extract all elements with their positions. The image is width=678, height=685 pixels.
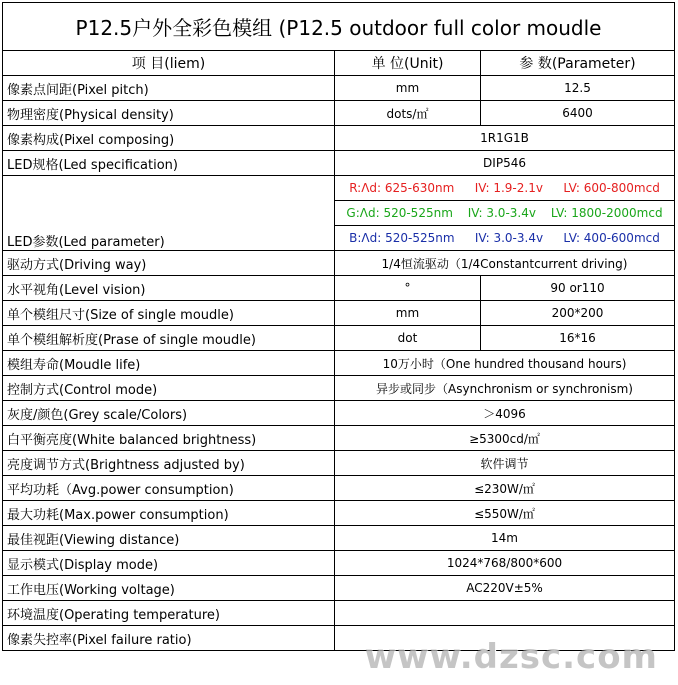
row-name: 平均功耗（Avg.power consumption)	[3, 476, 335, 501]
row-name: 显示模式(Display mode)	[3, 551, 335, 576]
led-blue-line	[335, 226, 675, 251]
row-value: 异步或同步（Asynchronism or synchronism)	[335, 376, 675, 401]
header-unit: 单 位(Unit)	[335, 51, 481, 76]
table-title: P12.5户外全彩色模组 (P12.5 outdoor full color moudle	[3, 3, 675, 51]
title-row	[3, 3, 675, 51]
row-name: 最大功耗(Max.power consumption)	[3, 501, 335, 526]
table-row	[3, 101, 675, 126]
row-value: 12.5	[481, 76, 675, 101]
row-name: 环境温度(Operating temperature)	[3, 601, 335, 626]
row-value	[335, 601, 675, 626]
row-value: ≤230W/㎡	[335, 476, 675, 501]
table-row	[3, 76, 675, 101]
led-green-wavelength: G:Λd: 520-525nm	[346, 206, 453, 220]
led-green-line	[335, 201, 675, 226]
table-row	[3, 151, 675, 176]
row-name: 像素失控率(Pixel failure ratio)	[3, 626, 335, 651]
table-row	[3, 601, 675, 626]
row-value: 90 or110	[481, 276, 675, 301]
led-red-voltage: IV: 1.9-2.1v	[474, 181, 543, 195]
row-value: ＞4096	[335, 401, 675, 426]
table-row	[3, 526, 675, 551]
led-param-label: LED参数(Led parameter)	[3, 176, 335, 251]
led-red-luminance: LV: 600-800mcd	[563, 181, 660, 195]
row-value: 6400	[481, 101, 675, 126]
table-row	[3, 351, 675, 376]
led-row-red	[3, 176, 675, 201]
table-row	[3, 476, 675, 501]
row-value: 200*200	[481, 301, 675, 326]
led-blue-luminance: LV: 400-600mcd	[563, 231, 660, 245]
row-value: ≤550W/㎡	[335, 501, 675, 526]
row-name: 单个模组解析度(Prase of single moudle)	[3, 326, 335, 351]
row-unit: °	[335, 276, 481, 301]
row-name: 驱动方式(Driving way)	[3, 251, 335, 276]
row-value: 软件调节	[335, 451, 675, 476]
row-name: 物理密度(Physical density)	[3, 101, 335, 126]
table-row	[3, 451, 675, 476]
table-row	[3, 251, 675, 276]
row-name: 模组寿命(Moudle life)	[3, 351, 335, 376]
row-unit: dot	[335, 326, 481, 351]
row-unit: mm	[335, 301, 481, 326]
header-row	[3, 51, 675, 76]
row-value: 14m	[335, 526, 675, 551]
row-value: 1R1G1B	[335, 126, 675, 151]
table-row	[3, 426, 675, 451]
row-value: ≥5300cd/㎡	[335, 426, 675, 451]
table-row	[3, 326, 675, 351]
row-name: 控制方式(Control mode)	[3, 376, 335, 401]
row-value: 1024*768/800*600	[335, 551, 675, 576]
table-row	[3, 401, 675, 426]
spec-table	[2, 2, 675, 651]
watermark: www.dzsc.com	[364, 637, 658, 677]
row-name: 亮度调节方式(Brightness adjusted by)	[3, 451, 335, 476]
row-unit: mm	[335, 76, 481, 101]
row-name: 水平视角(Level vision)	[3, 276, 335, 301]
header-param: 参 数(Parameter)	[481, 51, 675, 76]
table-row	[3, 376, 675, 401]
table-row	[3, 126, 675, 151]
row-name: 灰度/颜色(Grey scale/Colors)	[3, 401, 335, 426]
led-red-wavelength: R:Λd: 625-630nm	[349, 181, 455, 195]
header-item: 项 目(liem)	[3, 51, 335, 76]
led-red-line	[335, 176, 675, 201]
table-row	[3, 301, 675, 326]
led-green-luminance: LV: 1800-2000mcd	[550, 206, 663, 220]
led-blue-voltage: IV: 3.0-3.4v	[474, 231, 544, 245]
row-name: 单个模组尺寸(Size of single moudle)	[3, 301, 335, 326]
row-value: 16*16	[481, 326, 675, 351]
row-name: 像素点间距(Pixel pitch)	[3, 76, 335, 101]
row-name: 像素构成(Pixel composing)	[3, 126, 335, 151]
row-name: 最佳视距(Viewing distance)	[3, 526, 335, 551]
row-name: LED规格(Led specification)	[3, 151, 335, 176]
table-row	[3, 276, 675, 301]
table-row	[3, 551, 675, 576]
row-value: 1/4恒流驱动（1/4Constantcurrent driving)	[335, 251, 675, 276]
row-unit: dots/㎡	[335, 101, 481, 126]
led-blue-wavelength: B:Λd: 520-525nm	[349, 231, 455, 245]
led-green-voltage: IV: 3.0-3.4v	[467, 206, 536, 220]
row-value: DIP546	[335, 151, 675, 176]
row-name: 白平衡亮度(White balanced brightness)	[3, 426, 335, 451]
row-name: 工作电压(Working voltage)	[3, 576, 335, 601]
row-value: AC220V±5%	[335, 576, 675, 601]
table-row	[3, 501, 675, 526]
table-row	[3, 576, 675, 601]
row-value: 10万小时（One hundred thousand hours)	[335, 351, 675, 376]
